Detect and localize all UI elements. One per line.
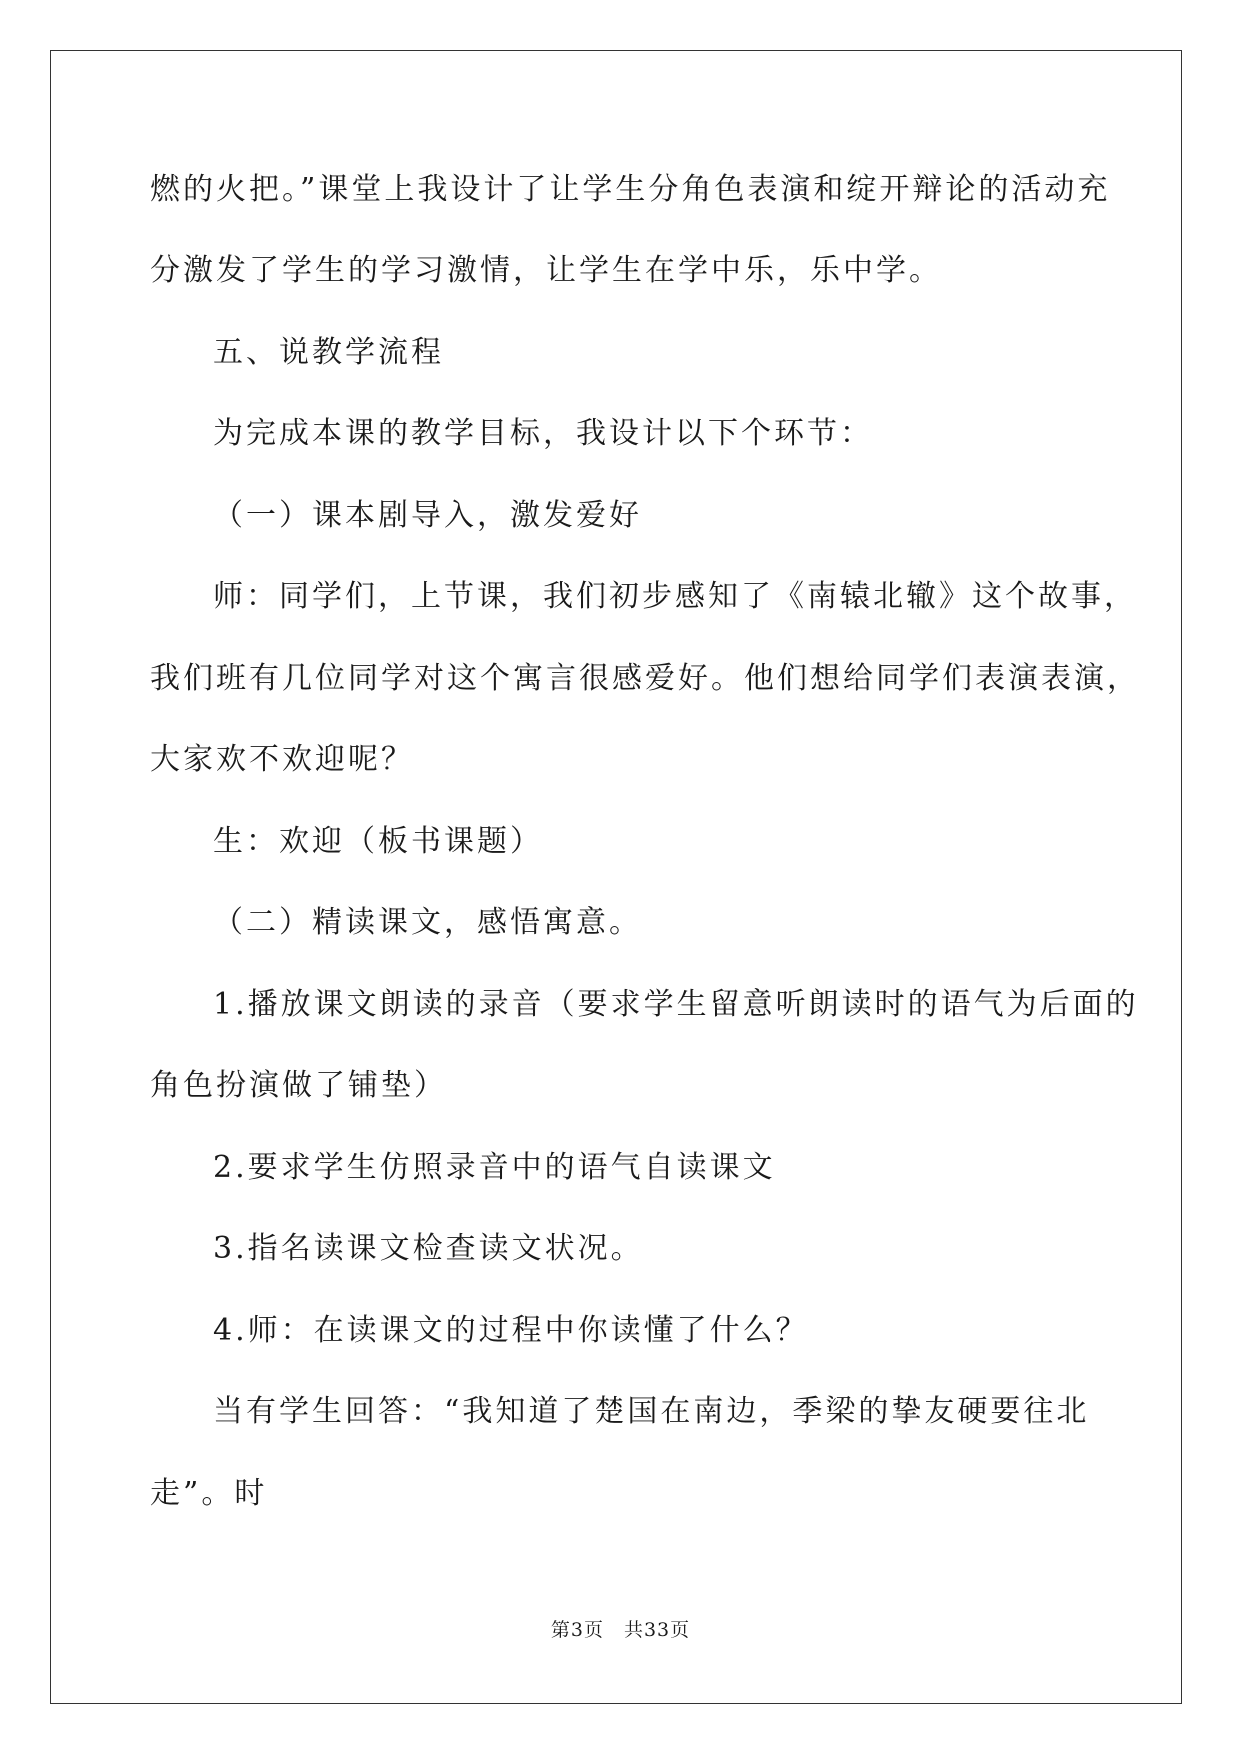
text-line: 生：欢迎（板书课题） [213,824,543,859]
text-line: 为完成本课的教学目标，我设计以下个环节： [213,416,873,451]
list-item: 4.师：在读课文的过程中你读懂了什么？ [213,1313,809,1348]
list-item: 2.要求学生仿照录音中的语气自读课文 [213,1150,776,1185]
text-line: 角色扮演做了铺垫） [150,1068,447,1103]
text-line: 我们班有几位同学对这个寓言很感爱好。他们想给同学们表演表演， [150,661,1140,696]
list-item: 3.指名读课文检查读文状况。 [213,1231,644,1266]
section-heading: 五、说教学流程 [213,335,444,370]
page-border [50,50,1182,1704]
text-line: 当有学生回答：“我知道了楚国在南边，季梁的挚友硬要往北 [213,1394,1090,1429]
page-footer: 第3页 共33页 [550,1619,691,1641]
text-line: 大家欢不欢迎呢？ [150,742,414,777]
text-line: 走”。时 [150,1476,268,1511]
text-line: 分激发了学生的学习激情，让学生在学中乐，乐中学。 [150,253,942,288]
text-line: 师：同学们，上节课，我们初步感知了《南辕北辙》这个故事， [213,579,1137,614]
list-item: 1.播放课文朗读的录音（要求学生留意听朗读时的语气为后面的 [213,987,1139,1022]
text-line: 燃的火把。”课堂上我设计了让学生分角色表演和绽开辩论的活动充 [150,172,1111,207]
subsection-heading: （一）课本剧导入，激发爱好 [213,498,642,533]
subsection-heading: （二）精读课文，感悟寓意。 [213,905,642,940]
